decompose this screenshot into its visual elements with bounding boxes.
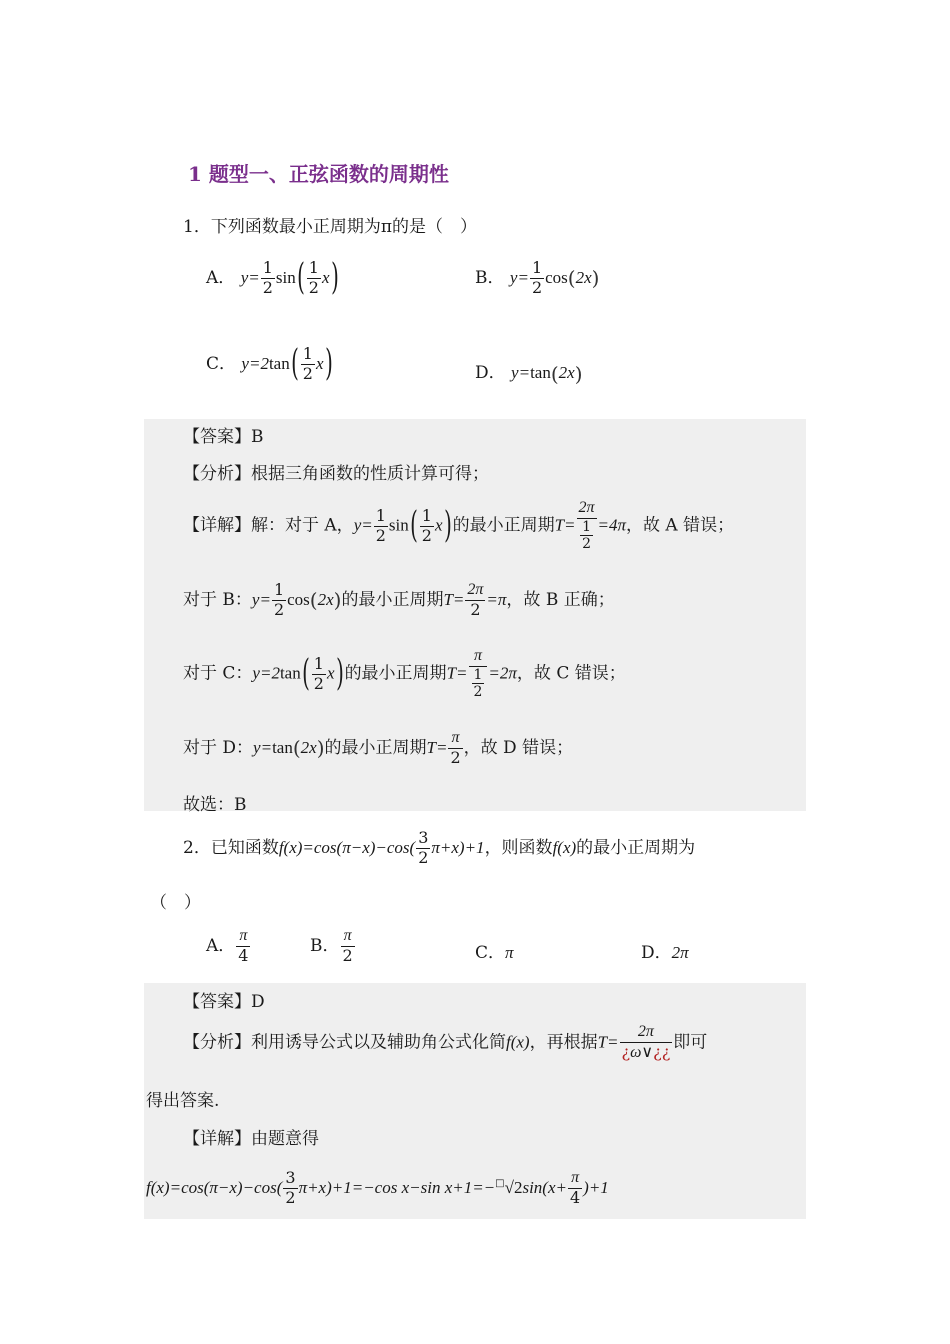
fraction (580, 520, 593, 552)
answer-value: D (251, 992, 265, 1012)
paren: ( (309, 588, 318, 613)
q1-analysis (183, 459, 489, 484)
q1-conclusion: 故选：B (183, 795, 247, 815)
func-name: sin (388, 515, 409, 535)
frac-num: 1 (262, 258, 273, 277)
func-name: tan (530, 363, 551, 382)
math-var: x (315, 353, 324, 373)
garbled-char: ¿¿ (653, 1041, 671, 1061)
frac-den: 2 (531, 277, 543, 297)
option-label: B． (475, 267, 505, 288)
paren: ( (296, 257, 305, 299)
frac-den: 2 (273, 599, 285, 619)
option-label: A． (206, 267, 236, 288)
frac-den: 2 (421, 525, 432, 545)
math-expr: f(x) (552, 837, 577, 857)
frac-num: π (568, 1170, 582, 1189)
q2-option-d[interactable] (641, 938, 689, 963)
fraction (577, 500, 597, 552)
func-name: sin (275, 267, 296, 287)
answer-tag: 【答案】 (183, 992, 251, 1012)
fraction (301, 346, 315, 383)
option-label: A． (206, 935, 236, 956)
fraction (261, 260, 275, 297)
math-arg: 2x (317, 589, 334, 609)
paren: ) (574, 361, 583, 386)
math-expr: ω∨ (630, 1043, 654, 1061)
frac-den: 2 (285, 1187, 296, 1207)
q1-answer (183, 422, 264, 447)
period-symbol: T= (426, 737, 448, 757)
frac-num: π (469, 648, 488, 667)
period-symbol: T= (443, 589, 465, 609)
paren: ) (335, 653, 344, 695)
fraction (472, 668, 485, 700)
text: 利用诱导公式以及辅助角公式化简 (251, 1032, 506, 1053)
fraction (236, 928, 250, 965)
option-label: C． (206, 353, 237, 374)
q1-option-c[interactable] (206, 343, 334, 385)
frac-den (577, 519, 597, 552)
frac-num: 1 (375, 505, 386, 525)
func-name: cos (287, 589, 310, 609)
frac-num: 1 (421, 505, 432, 525)
math-result: =4π (597, 515, 627, 535)
math-arg: 2x (575, 267, 592, 287)
detail-tag: 【详解】 (183, 1129, 251, 1149)
option-label: B． (310, 935, 340, 956)
frac-den: 2 (262, 277, 273, 297)
math-expr: f(x)=cos(π−x)−cos( (278, 837, 416, 857)
text: 的最小正周期 (344, 663, 447, 684)
fraction (341, 928, 355, 965)
text: 对于 C： (183, 663, 253, 684)
math-expr: f(x) (506, 1032, 530, 1052)
frac-den: 2 (418, 847, 429, 867)
text: ，故 A 错误； (626, 515, 735, 536)
frac-den: 2 (473, 684, 483, 701)
paren: ( (550, 361, 559, 386)
math-lhs: y= (511, 363, 531, 382)
text: 的最小正周期 (452, 515, 555, 536)
q1-detail-line-d (183, 730, 573, 767)
fraction (374, 505, 388, 545)
option-label: D． (475, 363, 506, 383)
math-expr: π+x)+1=−cos x−sin x+1=− (298, 1177, 496, 1197)
detail-tag: 【详解】 (183, 515, 251, 536)
option-value: 2π (671, 943, 689, 962)
func-name: cos (545, 267, 568, 287)
frac-num: 2π (465, 582, 485, 601)
paren: ) (316, 736, 325, 761)
answer-value: B (251, 427, 264, 447)
frac-num: 1 (473, 666, 483, 683)
q2-answer (183, 987, 265, 1012)
q1-detail-line-a (183, 500, 734, 552)
math-result: =2π (488, 663, 517, 683)
frac-num: 1 (273, 580, 285, 599)
paren: ) (591, 266, 600, 291)
fraction (312, 653, 326, 693)
fraction (307, 260, 321, 297)
q2-option-c[interactable] (475, 938, 514, 963)
math-expr: f(x)=cos(π−x)−cos( (146, 1177, 283, 1197)
frac-num: 2π (577, 500, 597, 519)
frac-num: 1 (582, 518, 591, 535)
q2-detail-equation (146, 1170, 609, 1207)
fraction (530, 260, 544, 297)
text: ，故 B 正确； (506, 589, 615, 610)
analysis-tag: 【分析】 (183, 1032, 251, 1053)
math-root: √2 (504, 1177, 523, 1197)
question-1-stem: 1．下列函数最小正周期为π的是（ ） (183, 217, 477, 237)
frac-den: 4 (238, 945, 249, 965)
math-var: x (321, 267, 330, 287)
math-lhs: y= (509, 267, 529, 287)
math-lhs: y= (253, 737, 273, 757)
text: 2．已知函数 (183, 837, 279, 858)
frac-num: 1 (308, 258, 319, 277)
period-symbol: T= (446, 663, 468, 683)
paren: ) (443, 505, 452, 547)
q2-option-a[interactable] (206, 928, 251, 965)
frac-num: 1 (302, 344, 313, 363)
math-lhs: y=2 (241, 353, 269, 373)
frac-den (469, 667, 488, 700)
text: ，则函数 (484, 837, 553, 858)
math-arg: 2x (300, 737, 317, 757)
frac-den: 2 (450, 747, 461, 767)
frac-den: 4 (569, 1187, 581, 1207)
fraction (469, 648, 488, 700)
text: ，故 C 错误； (516, 663, 626, 684)
frac-den: 2 (302, 363, 313, 383)
frac-den: 2 (375, 525, 386, 545)
frac-num: 3 (285, 1168, 296, 1187)
text: 即可 (673, 1032, 708, 1053)
q2-option-b[interactable] (310, 928, 356, 965)
math-lhs: y=2 (252, 663, 280, 683)
frac-den: 2 (342, 945, 353, 965)
fraction (465, 582, 485, 619)
text: 由题意得 (251, 1129, 319, 1149)
q1-option-d[interactable] (475, 358, 583, 386)
q1-option-a[interactable] (206, 257, 340, 299)
paren: ( (290, 343, 299, 385)
math-var: x (326, 663, 335, 683)
section-title: 1 题型一、正弦函数的周期性 (188, 162, 449, 186)
frac-num: 2π (620, 1024, 673, 1043)
answer-tag: 【答案】 (183, 427, 251, 447)
math-var: x (434, 515, 443, 535)
garbled-char: ¿ (621, 1041, 631, 1061)
paren: ( (409, 505, 418, 547)
q2-analysis (183, 1024, 707, 1062)
frac-num: 3 (418, 828, 429, 847)
fraction (620, 1024, 673, 1062)
frac-den: 2 (582, 536, 591, 553)
fraction (283, 1170, 297, 1207)
text: ，故 D 错误； (463, 737, 574, 758)
math-expr: π+x)+1 (431, 837, 485, 857)
paren: ) (333, 588, 342, 613)
math-lhs: y= (251, 589, 271, 609)
frac-num: 1 (313, 653, 324, 673)
q1-detail-line-c (183, 648, 626, 700)
math-lhs: y= (240, 267, 260, 287)
func-name: tan (268, 353, 290, 373)
placeholder-box: □ (495, 1178, 505, 1190)
fraction (272, 582, 286, 619)
frac-num: π (341, 928, 355, 947)
text: 的最小正周期 (324, 737, 427, 758)
math-expr: )+1 (583, 1177, 609, 1197)
option-value: π (505, 943, 514, 962)
period-symbol: T= (554, 515, 576, 535)
period-symbol: T= (597, 1032, 619, 1052)
fraction (448, 730, 462, 767)
fraction (416, 830, 430, 867)
question-2-stem (183, 830, 695, 867)
text: 解：对于 A， (251, 515, 354, 536)
paren: ( (292, 736, 301, 761)
fraction (420, 505, 434, 545)
frac-num: 1 (531, 258, 543, 277)
text: 对于 B： (183, 589, 252, 610)
option-label: C． (475, 943, 506, 963)
paren: ) (324, 343, 333, 385)
analysis-tag: 【分析】 (183, 464, 251, 484)
paren: ( (301, 653, 310, 695)
text: ，再根据 (529, 1032, 598, 1053)
text: 的最小正周期 (341, 589, 444, 610)
frac-num: π (448, 730, 462, 749)
frac-num: π (236, 928, 250, 947)
option-label: D． (641, 943, 672, 963)
func-name: tan (272, 737, 293, 757)
math-result: =π (486, 589, 507, 609)
math-lhs: y= (353, 515, 373, 535)
q1-option-b[interactable] (475, 260, 599, 297)
q2-analysis-cont: 得出答案. (146, 1091, 220, 1111)
func-name: tan (279, 663, 301, 683)
fraction (568, 1170, 582, 1207)
text: 对于 D： (183, 737, 254, 758)
paren: ( (567, 266, 576, 291)
paren: ) (330, 257, 339, 299)
frac-den (620, 1043, 673, 1062)
math-arg: 2x (558, 363, 575, 382)
frac-den: 2 (313, 673, 324, 693)
question-2-paren: （ ） (150, 893, 201, 913)
analysis-text: 根据三角函数的性质计算可得； (251, 464, 489, 484)
q2-detail (183, 1124, 319, 1149)
q1-detail-line-b (183, 582, 615, 619)
frac-den: 2 (308, 277, 319, 297)
frac-den: 2 (470, 599, 481, 619)
math-expr: sin(x+ (522, 1177, 567, 1197)
text: 的最小正周期为 (576, 837, 696, 858)
